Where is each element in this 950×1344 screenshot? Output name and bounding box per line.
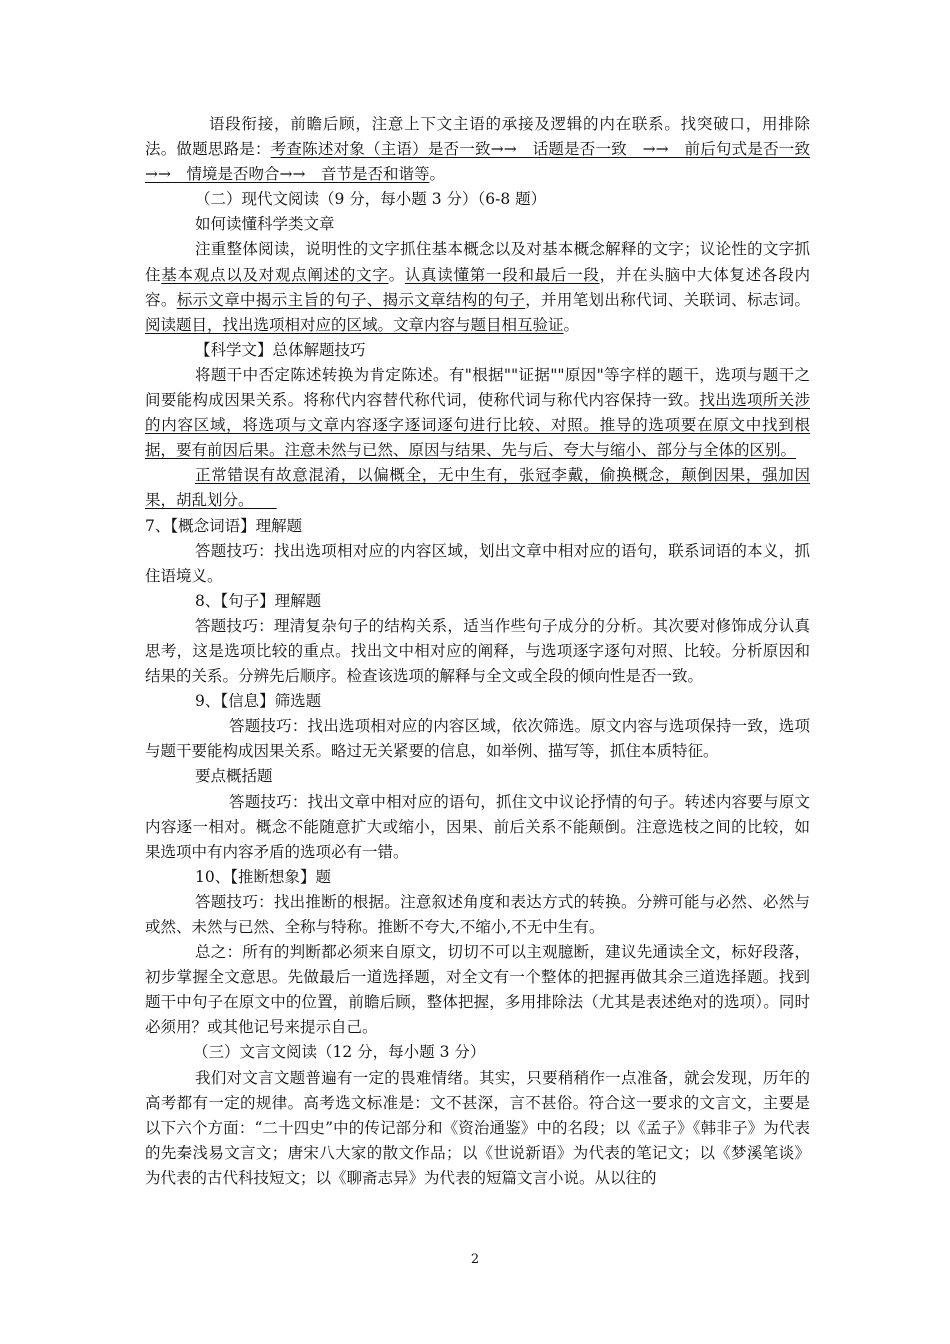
heading-science-overall xyxy=(145,338,810,363)
heading-q8-sentence xyxy=(145,589,810,614)
text-run: 。 xyxy=(429,165,445,184)
text-run: 【科学文】总体解题技巧 xyxy=(195,340,366,359)
text-run: ，并用笔划出称代词、关联词、标志词。 xyxy=(525,290,810,309)
heading-q10-inference xyxy=(145,865,810,890)
text-run: 答题技巧：理清复杂句子的结构关系，适当作些句子成分的分析。其次要对修饰成分认真思考，这是选项比较的重点。找出文中相对应的阐释，与选项逐字逐句对照、比较。分析原因和结果的关系。分辨先后顺序。检查该选项的解释与全文或全段的倾向性是否一致。 xyxy=(145,616,810,686)
paragraph-q10-tips xyxy=(145,890,810,940)
paragraph-conclusion xyxy=(145,940,810,1040)
text-run: 8、【句子】理解题 xyxy=(195,591,322,610)
text-run: 如何读懂科学类文章 xyxy=(195,215,335,234)
heading-q9-information xyxy=(145,689,810,714)
section-heading-classical-reading xyxy=(145,1040,810,1065)
text-run: （三）文言文阅读（12 分，每小题 3 分） xyxy=(193,1043,486,1062)
underlined-text: 认真读懂第一段和最后一段 xyxy=(404,265,600,284)
text-run: 我们对文言文题普遍有一定的畏难情绪。其实，只要稍稍作一点准备，就会发现，历年的高考都有一定的规律。高考选文标准是：文不甚深，言不甚俗。符合这一要求的文言文，主要是以下六个方面：“二十四史”中的传记部分和《资治通鉴》中的名段；以《孟子》《韩非子》为代表的先秦浅易文言文；唐宋八大家的散文作品；以《世说新语》为代表的笔记文；以《梦溪笔谈》为代表的古代科技短文；以《聊斋志异》为代表的短篇文言小说。从以往的 xyxy=(145,1068,810,1187)
text-run: 9、【信息】筛选题 xyxy=(195,692,322,711)
document-page xyxy=(145,112,810,1191)
heading-q7-concept-words xyxy=(145,514,810,539)
underlined-text: 标示文章中揭示主旨的句子、揭示文章结构的句子 xyxy=(176,290,526,309)
text-run: 7、【概念词语】理解题 xyxy=(145,516,303,535)
page-number: 2 xyxy=(470,1252,480,1267)
text-run: 答题技巧：找出推断的根据。注意叙述角度和表达方式的转换。分辨可能与必然、必然与或然、未然与已然、全称与特称。推断不夸大,不缩小,不无中生有。 xyxy=(145,892,810,936)
paragraph-classical-reading xyxy=(145,1066,810,1191)
underlined-text: 基本观点以及对观点阐述的文字 xyxy=(161,265,389,284)
underlined-text: 找出选项所关涉的内容区域，将选项与文章内容逐字逐词逐句进行比较、对照。推导的选项要在原文中找到根据，要有前因后果。注意未然与已然、原因与结果、先与后、夸大与缩小、部分与全体的区别。 xyxy=(145,391,810,460)
text-run: 答题技巧：找出文章中相对应的语句，抓住文中议论抒情的句子。转述内容要与原文内容逐一相对。概念不能随意扩大或缩小，因果、前后关系不能颠倒。注意选枝之间的比较，如果选项中有内容矛盾的选项必有一错。 xyxy=(145,792,810,861)
heading-science-text xyxy=(145,212,810,237)
paragraph-q9-tips xyxy=(145,714,810,764)
text-run: 将题干中否定陈述转换为肯定陈述。有"根据""证据""原因"等字样的题干，选项与题干之间要能构成因果关系。将称代内容替代称代词，使称代词与称代内容保持一致。 xyxy=(145,365,810,410)
heading-summary xyxy=(145,764,810,789)
paragraph-q8-tips xyxy=(145,614,810,689)
paragraph-q7-tips xyxy=(145,539,810,589)
paragraph-summary-tips xyxy=(145,790,810,865)
text-run: 语段衔接，前瞻后顾，注意上下文主语的承接及逻辑的内在联系。找突破口，用排除法。做题思路是： xyxy=(145,115,810,159)
paragraph-science-overall xyxy=(145,363,810,463)
text-run: 要点概括题 xyxy=(195,767,273,786)
text-run: ，并在头脑中大体复述各段内容。 xyxy=(145,265,810,309)
text-run: 10、【推断想象】题 xyxy=(195,867,331,886)
text-run: 。 xyxy=(563,315,580,334)
paragraph-common-errors xyxy=(145,463,810,513)
text-run: 答题技巧：找出选项相对应的内容区域，依次筛选。原文内容与选项保持一致，选项与题干要能构成因果关系。略过无关紧要的信息，如举例、描写等，抓住本质特征。 xyxy=(145,717,810,761)
text-run: 总之：所有的判断都必须来自原文，切切不可以主观臆断，建议先通读全文，标好段落，初步掌握全文意思。先做最后一道选择题，对全文有一个整体的把握再做其余三道选择题。找到题干中句子在原文中的位置，前瞻后顾，整体把握，多用排除法（尤其是表述绝对的选项）。同时必须用？或其他记号来提示自己。 xyxy=(145,943,810,1037)
text-run: 。 xyxy=(388,265,405,284)
paragraph-science-text xyxy=(145,237,810,337)
section-heading-modern-reading xyxy=(145,187,810,212)
underlined-text: 正常错误有故意混淆，以偏概全，无中生有，张冠李戴，偷换概念，颠倒因果，强加因果，胡乱划分。 xyxy=(145,466,810,510)
underlined-text: 考查陈述对象（主语）是否一致→→ 话题是否一致 →→ 前后句式是否一致→→ 情境是否吻合→→ 音节是否和谐等 xyxy=(145,140,810,184)
text-run: 答题技巧：找出选项相对应的内容区域，划出文章中相对应的语句，联系词语的本义，抓住语境义。 xyxy=(145,541,810,585)
paragraph-sentence-linking xyxy=(145,112,810,187)
underlined-text: 阅读题目，找出选项相对应的区域。文章内容与题目相互验证 xyxy=(145,315,564,334)
text-run: （二）现代文阅读（9 分，每小题 3 分）（6-8 题） xyxy=(195,190,547,209)
text-run: 注重整体阅读，说明性的文字抓住基本概念以及对基本概念解释的文字；议论性的文字抓住 xyxy=(145,240,810,284)
